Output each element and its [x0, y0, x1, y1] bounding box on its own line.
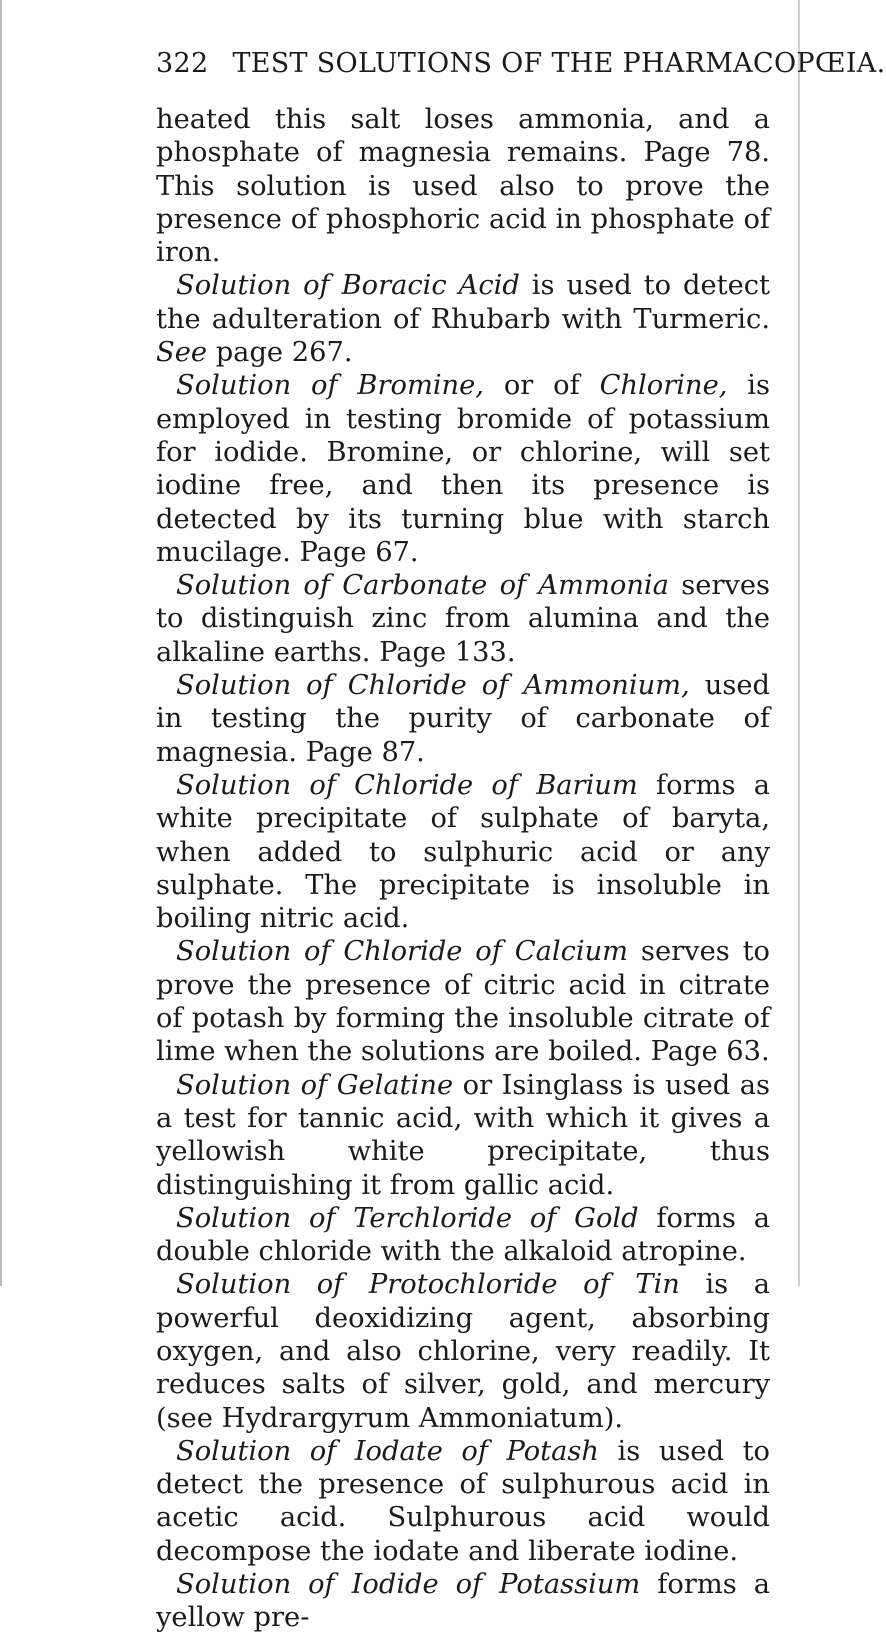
paragraph-text: used in testing the purity of carbonate of magnesia. Page 87. — [156, 670, 770, 768]
paragraph-chloride-ammonium — [156, 669, 770, 769]
entry-title: Solution of Chloride of Barium — [176, 769, 638, 801]
paragraph-iodide-potassium — [156, 1568, 770, 1635]
running-header — [156, 46, 886, 82]
entry-title: Solution of Boracic Acid — [176, 270, 520, 302]
entry-title: Solution of Chloride of Calcium — [176, 936, 629, 968]
paragraph-text: forms a white precipitate of sulphate of baryta, when added to sulphuric acid or any sulphate. The precipitate is insoluble in boiling nitric acid. — [156, 769, 770, 935]
entry-title: Solution of Bromine, — [176, 370, 484, 402]
entry-title: Solution of Carbonate of Ammonia — [176, 570, 669, 602]
page-edge-right — [798, 0, 800, 1286]
paragraph-iodate-potash — [156, 1435, 770, 1568]
paragraph-carbonate-ammonia — [156, 569, 770, 669]
paragraph-text: is a powerful deoxidizing agent, absorbing oxygen, and also chlorine, very readily. It reduces salts of silver, gold, and mercury (see Hydrargyrum Ammoniatum). — [156, 1269, 770, 1434]
page-edge-left — [0, 0, 2, 1286]
paragraph-chloride-barium — [156, 769, 770, 935]
paragraph-text: heated this salt loses ammonia, and a phosphate of magnesia remains. Page 78. This solution is used also to prove the presence of phosphoric acid in phosphate of iron. — [156, 104, 770, 269]
page-body — [156, 103, 770, 1635]
paragraph-terchloride-gold — [156, 1202, 770, 1269]
paragraph-protochloride-tin — [156, 1268, 770, 1434]
see-reference: See — [156, 337, 208, 369]
paragraph-continuation — [156, 103, 770, 269]
paragraph-text: is employed in testing bromide of potassium for iodide. Bromine, or chlorine, will set iodine free, and then its presence is detected by its turning blue with starch mucilage. Page 67. — [156, 370, 770, 568]
entry-title-secondary: Chlorine, — [599, 370, 728, 402]
paragraph-text: forms a double chloride with the alkaloid atropine. — [156, 1202, 770, 1268]
paragraph-gelatine — [156, 1069, 770, 1202]
paragraph-text: serves to prove the presence of citric acid in citrate of potash by forming the insoluble citrate of lime when the solutions are boiled. Page 63. — [156, 936, 770, 1068]
page-number: 322 — [156, 48, 209, 79]
entry-title: Solution of Terchloride of Gold — [176, 1202, 639, 1234]
running-title: TEST SOLUTIONS OF THE PHARMACOPŒIA. — [232, 48, 886, 79]
paragraph-text: forms a yellow pre- — [156, 1569, 771, 1634]
paragraph-text: is used to detect the presence of sulphurous acid in acetic acid. Sulphurous acid would decompose the iodate and liberate iodine. — [156, 1435, 770, 1567]
paragraph-tail: page 267. — [207, 337, 353, 369]
entry-title: Solution of Iodate of Potash — [176, 1435, 600, 1467]
paragraph-boracic-acid — [156, 269, 770, 369]
paragraph-text: serves to distinguish zinc from alumina and the alkaline earths. Page 133. — [156, 570, 770, 668]
entry-title: Solution of Iodide of Potassium — [176, 1569, 641, 1601]
paragraph-bromine — [156, 369, 770, 569]
entry-title: Solution of Gelatine — [176, 1069, 454, 1101]
paragraph-text: or Isinglass is used as a test for tannic acid, with which it gives a yellowish white precipitate, thus distinguishing it from gallic acid. — [156, 1069, 771, 1201]
entry-title: Solution of Protochloride of Tin — [176, 1269, 680, 1301]
entry-connector: or of — [483, 370, 600, 402]
paragraph-text: is used to detect the adulteration of Rhubarb with Turmeric. — [156, 270, 770, 335]
entry-title: Solution of Chloride of Ammonium, — [176, 670, 690, 702]
paragraph-chloride-calcium — [156, 935, 770, 1068]
